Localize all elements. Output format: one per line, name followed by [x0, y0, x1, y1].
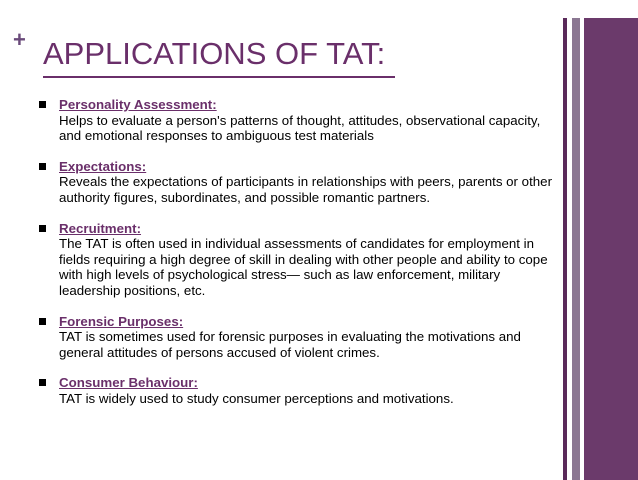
list-item-recruitment: [39, 221, 555, 299]
item-heading: Personality Assessment:: [59, 97, 217, 112]
item-heading: Consumer Behaviour:: [59, 375, 198, 391]
side-bar-light: [572, 18, 580, 480]
item-description: TAT is widely used to study consumer perceptions and motivations.: [59, 390, 454, 406]
item-description: Helps to evaluate a person's patterns of thought, attitudes, observational capacity, and emotional responses to ambiguous test materials: [59, 112, 541, 144]
square-bullet-icon: [39, 379, 46, 386]
square-bullet-icon: [39, 318, 46, 325]
square-bullet-icon: [39, 101, 46, 108]
list-item-personality-assessment: [39, 97, 555, 144]
title-underline: [43, 76, 395, 78]
side-bar-wide: [584, 18, 638, 480]
list-item-forensic-purposes: [39, 314, 555, 361]
square-bullet-icon: [39, 225, 46, 232]
item-description: Reveals the expectations of participants in relationships with peers, parents or other authority figures, subordinates, and possible romantic partners.: [59, 174, 552, 205]
item-description: TAT is sometimes used for forensic purposes in evaluating the motivations and general attitudes of persons accused of violent crimes.: [59, 329, 521, 360]
application-list: [39, 97, 555, 407]
item-heading: Expectations:: [59, 158, 147, 174]
square-bullet-icon: [39, 163, 46, 170]
side-bar-thin: [563, 18, 567, 480]
item-description: The TAT is often used in individual assessments of candidates for employment in fields requiring a high degree of skill in dealing with other people and ability to cope with high levels of psychological stress— such as law enforcement, military leadership positions, etc.: [59, 236, 548, 298]
item-heading: Recruitment:: [59, 220, 142, 236]
slide-title: APPLICATIONS OF TAT:: [43, 36, 386, 71]
list-item-expectations: [39, 159, 555, 206]
list-item-consumer-behaviour: [39, 375, 555, 406]
plus-mark: +: [13, 27, 26, 52]
item-heading: Forensic Purposes:: [59, 313, 184, 329]
